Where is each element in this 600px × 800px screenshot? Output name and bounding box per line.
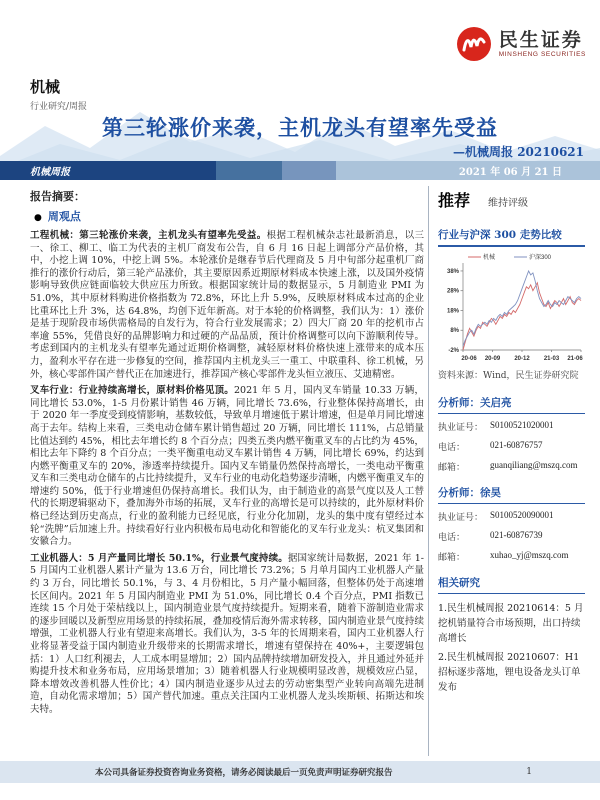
company-logo — [456, 26, 586, 62]
band-series-name: 机械周报 — [30, 167, 70, 178]
svg-text:机械: 机械 — [483, 255, 496, 261]
tel-value: 021-60876757 — [490, 440, 543, 450]
research-item: 1.民生机械周报 20210614：5 月挖机销量符合市场预期，出口持续高增长 — [438, 603, 584, 644]
band-date: 2021 年 06 月 21 日 — [458, 167, 562, 178]
chart-title: 行业与沪深 300 走势比较 — [438, 227, 585, 247]
analyst-tel-row — [438, 530, 585, 543]
rating-status: 维持评级 — [488, 198, 529, 209]
tel-label: 电话： — [438, 443, 466, 453]
svg-text:20-09: 20-09 — [484, 356, 501, 362]
rating-value: 推荐 — [438, 193, 471, 210]
svg-text:20-12: 20-12 — [514, 356, 530, 362]
paragraph-industrial-robot — [30, 553, 424, 717]
page-number: 1 — [526, 767, 532, 777]
minsheng-emblem-icon — [456, 26, 492, 62]
sidebar — [438, 188, 585, 699]
footer-bar — [0, 761, 600, 783]
industry-label: 机械 — [30, 78, 61, 96]
week-viewpoint-bullet — [34, 208, 424, 224]
disclaimer-text: 本公司具备证券投资咨询业务资格，请务必阅读最后一页免责声明证券研究报告 — [95, 768, 393, 778]
mail-label: 邮箱： — [438, 463, 466, 473]
date-band — [0, 161, 600, 180]
analyst-cert-row — [438, 420, 585, 433]
paragraph-body: 2021 年 5 月，国内叉车销量 10.33 万辆，同比增长 53.0%，1-5 月份累计销售 46 万辆，同比增长 73.6%，行业整体保持高增长，由于 2020 年一季度受到疫情影响，基数较低，导致单月增速低于累计增速，但是单月同比增速高于去年。结构上来看，三类电动仓储车累计销售超过 20 万辆，同比增长 111%，占总销量比值达到约 45%，相比去年增长约 8 个百分点；四类五类内燃平衡重叉车的占比约为 45%，相比去年下降约 8 个百分点；一类平衡重电动叉车累计销售 4 万辆，同比增长 69%，约达到内燃平衡重叉车的 20%，渗透率持续提升。国内叉车销量仍然保持高增长，一类电动平衡重叉车和三类电动仓储车的占比持续提升，叉车行业的电动化趋势逐步清晰，内燃平衡重叉车的增速约 50%，低于行业增速但仍保持高增长。我们认为，由于制造业的高景气度以及人工替代的长期逻辑驱动下，叠加海外市场的拓展，叉车行业的高增长是可以持续的，此外原材料价格已经达到历史高点，行业的盈利能力已经见底，行业分化加剧，龙头的集中度有望经过本轮“洗牌”后加速上升。持续看好行业内积极布局电动化和智能化的叉车行业龙头：杭叉集团和安徽合力。 — [30, 385, 424, 548]
svg-text:18%: 18% — [446, 308, 459, 315]
mail-label: 邮箱： — [438, 553, 466, 563]
logo-text-en: MINSHENG SECURITIES — [498, 50, 586, 58]
cert-label: 执业证号： — [438, 423, 484, 433]
svg-text:8%: 8% — [450, 328, 459, 335]
report-category: 行业研究/周报 — [30, 102, 88, 112]
related-research-heading: 相关研究 — [438, 575, 585, 594]
tel-value: 021-60876739 — [490, 530, 543, 540]
paragraph-lead: 工业机器人：5 月产量同比增长 50.1%，行业景气度持续。 — [30, 552, 288, 564]
paragraph-construction-machinery — [30, 230, 424, 381]
analyst-block-2 — [438, 485, 585, 563]
related-research — [438, 575, 585, 695]
svg-text:沪深300: 沪深300 — [529, 255, 552, 261]
mail-value: guanqiliang@mszq.com — [490, 460, 578, 470]
paragraph-forklift — [30, 385, 424, 549]
trend-chart-svg — [438, 251, 585, 363]
analyst-block-1 — [438, 395, 585, 473]
summary-heading: 报告摘要： — [30, 190, 85, 203]
cert-value: S0100521020001 — [490, 420, 554, 430]
paragraph-body: 根据工程机械杂志社最新消息，以三一、徐工、柳工、临工为代表的主机厂商发布公告，自 6 月 16 日起上调部分产品价格，其中，小挖上调 10%，中挖上调 5%。本轮涨价是继春节后代理商及 5 月中旬部分起重机厂商推行的涨价行动后，第三轮产品涨价，其主要原因系近期原材料成本快速上涨，以及国外疫情影响导致供应链面临较大供应压力所致。根据国家统计局的数据显示，5 月制造业 PMI 为 51.0%，其中原材料购进价格指数为 72.8%，环比上升 5.9%，反映原材料成本过高的企业比重环比上升 3%，达 64.8%，均创下近年新高。对于本轮的价格调整，我们认为：1）涨价是基于现阶段市场供需格局的自发行为，符合行业发展需求；2）四大厂商 20 年的挖机市占率逾 55%，凭借良好的品牌影响力和过硬的产品品质，预计价格调整可以向下游顺利传导。考虑到国内的主机龙头有望率先通过近期价格调整，减轻原材料价格快速上涨带来的成本压力，盈利水平存在进一步修复的空间，推荐国内主机龙头三一重工、中联重科、徐工机械，另外，核心零部件国产替代正在加速进行，推荐国产核心零部件龙头恒立液压、艾迪精密。 — [30, 230, 424, 380]
column-divider — [428, 186, 429, 756]
svg-text:21-03: 21-03 — [543, 356, 560, 362]
paragraph-body: 据国家统计局数据，2021 年 1-5 月国内工业机器人累计产量为 13.6 万台，同比增长 73.2%；5 月单月国内工业机器人产量约 3 万台，同比增长 50.1%，与 3、4 月份相比，5 月产量小幅回落，但整体仍处于高速增长区间内。2021 年 5 月国内制造业 PMI 为 51.0%，同比增长 0.4 个百分点，PMI 指数已连续 15 个月处于荣枯线以上，国内制造业景气度持续提升。短期来看，随着下游制造业需求的逐步回暖以及新型应用场景的持续拓展，叠加疫情后海外需求转移，国内制造业景气度持续增强，工业机器人行业有望迎来高增长。我们认为，3-5 年的长周期来看，国内工业机器人行业将显著受益于国内制造业升级带来的长期需求增长，增速有望保持在 40%+，主要逻辑包括：1）人口红利褪去，人工成本明显增加；2）国内品牌持续增加研发投入，并且通过外延并购提升技术和业务布局，应用场景增加；3）随着机器人行业规模明显改善，规模效应凸显，降本增效改善机器人性价比；4）国内制造业逐步从过去的劳动密集型产业转向高端先进制造，自动化需求增加；5）国产替代加速。重点关注国内工业机器人龙头埃斯顿、拓斯达和埃夫特。 — [30, 552, 424, 715]
svg-text:20-06: 20-06 — [461, 356, 477, 362]
bullet-icon: ● — [34, 213, 42, 223]
cert-value: S0100520090001 — [490, 510, 554, 520]
bullet-label: 周观点 — [47, 210, 81, 223]
report-summary-column — [30, 186, 424, 760]
svg-text:28%: 28% — [446, 288, 459, 295]
paragraph-lead: 工程机械：第三轮涨价来袭，主机龙头有望率先受益。 — [30, 230, 267, 241]
chart-source: 资料来源：Wind，民生证券研究院 — [438, 371, 579, 381]
tel-label: 电话： — [438, 533, 466, 543]
analyst-heading: 分析师：徐昊 — [438, 485, 585, 504]
logo-text-cn: 民生证券 — [498, 29, 583, 51]
svg-text:-2%: -2% — [448, 348, 459, 354]
analyst-mail-row — [438, 460, 585, 473]
report-subtitle: —机械周报 20210621 — [453, 145, 584, 159]
cert-label: 执业证号： — [438, 513, 484, 523]
analyst-cert-row — [438, 510, 585, 523]
analyst-heading: 分析师：关启亮 — [438, 395, 585, 414]
research-item: 2.民生机械周报 20210607：H1 招标逐步落地，锂电设备龙头订单发布 — [438, 652, 581, 693]
rating-row — [438, 188, 585, 211]
paragraph-lead: 叉车行业：行业持续高增长，原材料价格见顶。 — [30, 385, 235, 397]
report-title: 第三轮涨价来袭，主机龙头有望率先受益 — [102, 115, 498, 140]
analyst-tel-row — [438, 440, 585, 453]
svg-text:21-06: 21-06 — [567, 356, 583, 362]
trend-chart — [438, 251, 585, 363]
analyst-mail-row — [438, 550, 585, 563]
mail-value: xuhao_yj@mszq.com — [490, 550, 569, 560]
svg-text:38%: 38% — [446, 268, 459, 275]
